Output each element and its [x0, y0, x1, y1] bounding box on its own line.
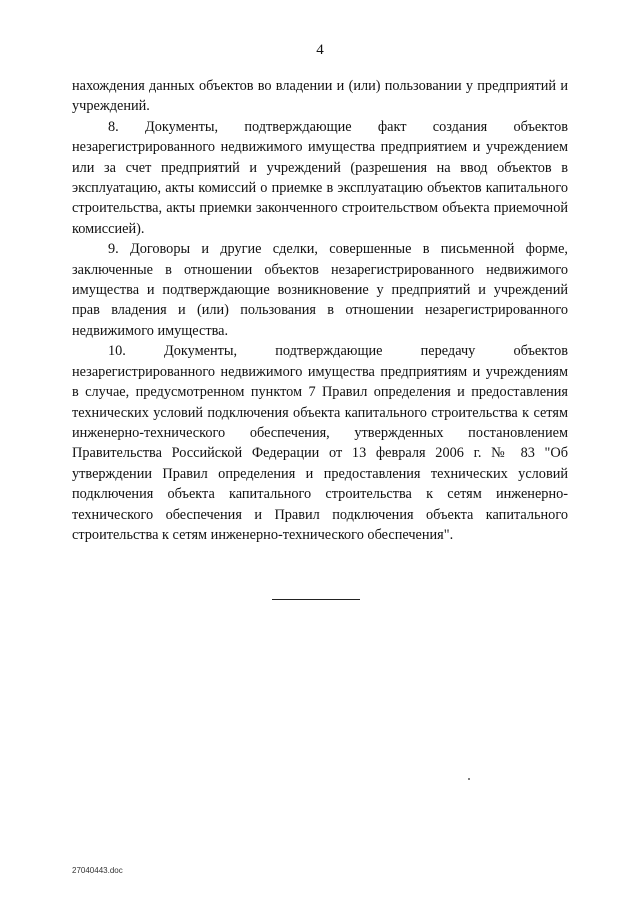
end-separator-line [272, 599, 360, 600]
scan-speck [468, 778, 470, 780]
paragraph-item-8: 8. Документы, подтверждающие факт создания объектов незарегистрированного недвижимого имущества предприятием и учреждением или за счет предприятий и учреждений (разрешения на ввод объектов в эксплуатацию, акты комиссий о приемке в эксплуатацию объектов капитального строительства, акты приемки законченного строительством объекта приемочной комиссией). [72, 118, 568, 237]
paragraph-item-9: 9. Договоры и другие сделки, совершенные в письменной форме, заключенные в отношении объектов незарегистрированного недвижимого имущества и подтверждающие возникновение у предприятий и учреждений прав владения и (или) пользования в отношении незарегистрированного недвижимого имущества. [72, 241, 568, 339]
document-body [72, 76, 568, 545]
footer-file-name: 27040443.doc [72, 866, 123, 875]
paragraph-continuation: нахождения данных объектов во владении и (или) пользовании у предприятий и учреждений. [72, 78, 568, 115]
page-number: 4 [316, 42, 324, 58]
paragraph-item-10: 10. Документы, подтверждающие передачу объектов незарегистрированного недвижимого имущества предприятиям и учреждениям в случае, предусмотренном пунктом 7 Правил определения и предоставления технических условий подключения объекта капитального строительства к сетям инженерно-технического обеспечения, утвержденных постановлением Правительства Российской Федерации от 13 февраля 2006 г. № 83 "Об утверждении Правил определения и предоставления технических условий подключения объекта капитального строительства к сетям инженерно-технического обеспечения и Правил подключения объекта капитального строительства к сетям инженерно-технического обеспечения". [72, 343, 568, 543]
